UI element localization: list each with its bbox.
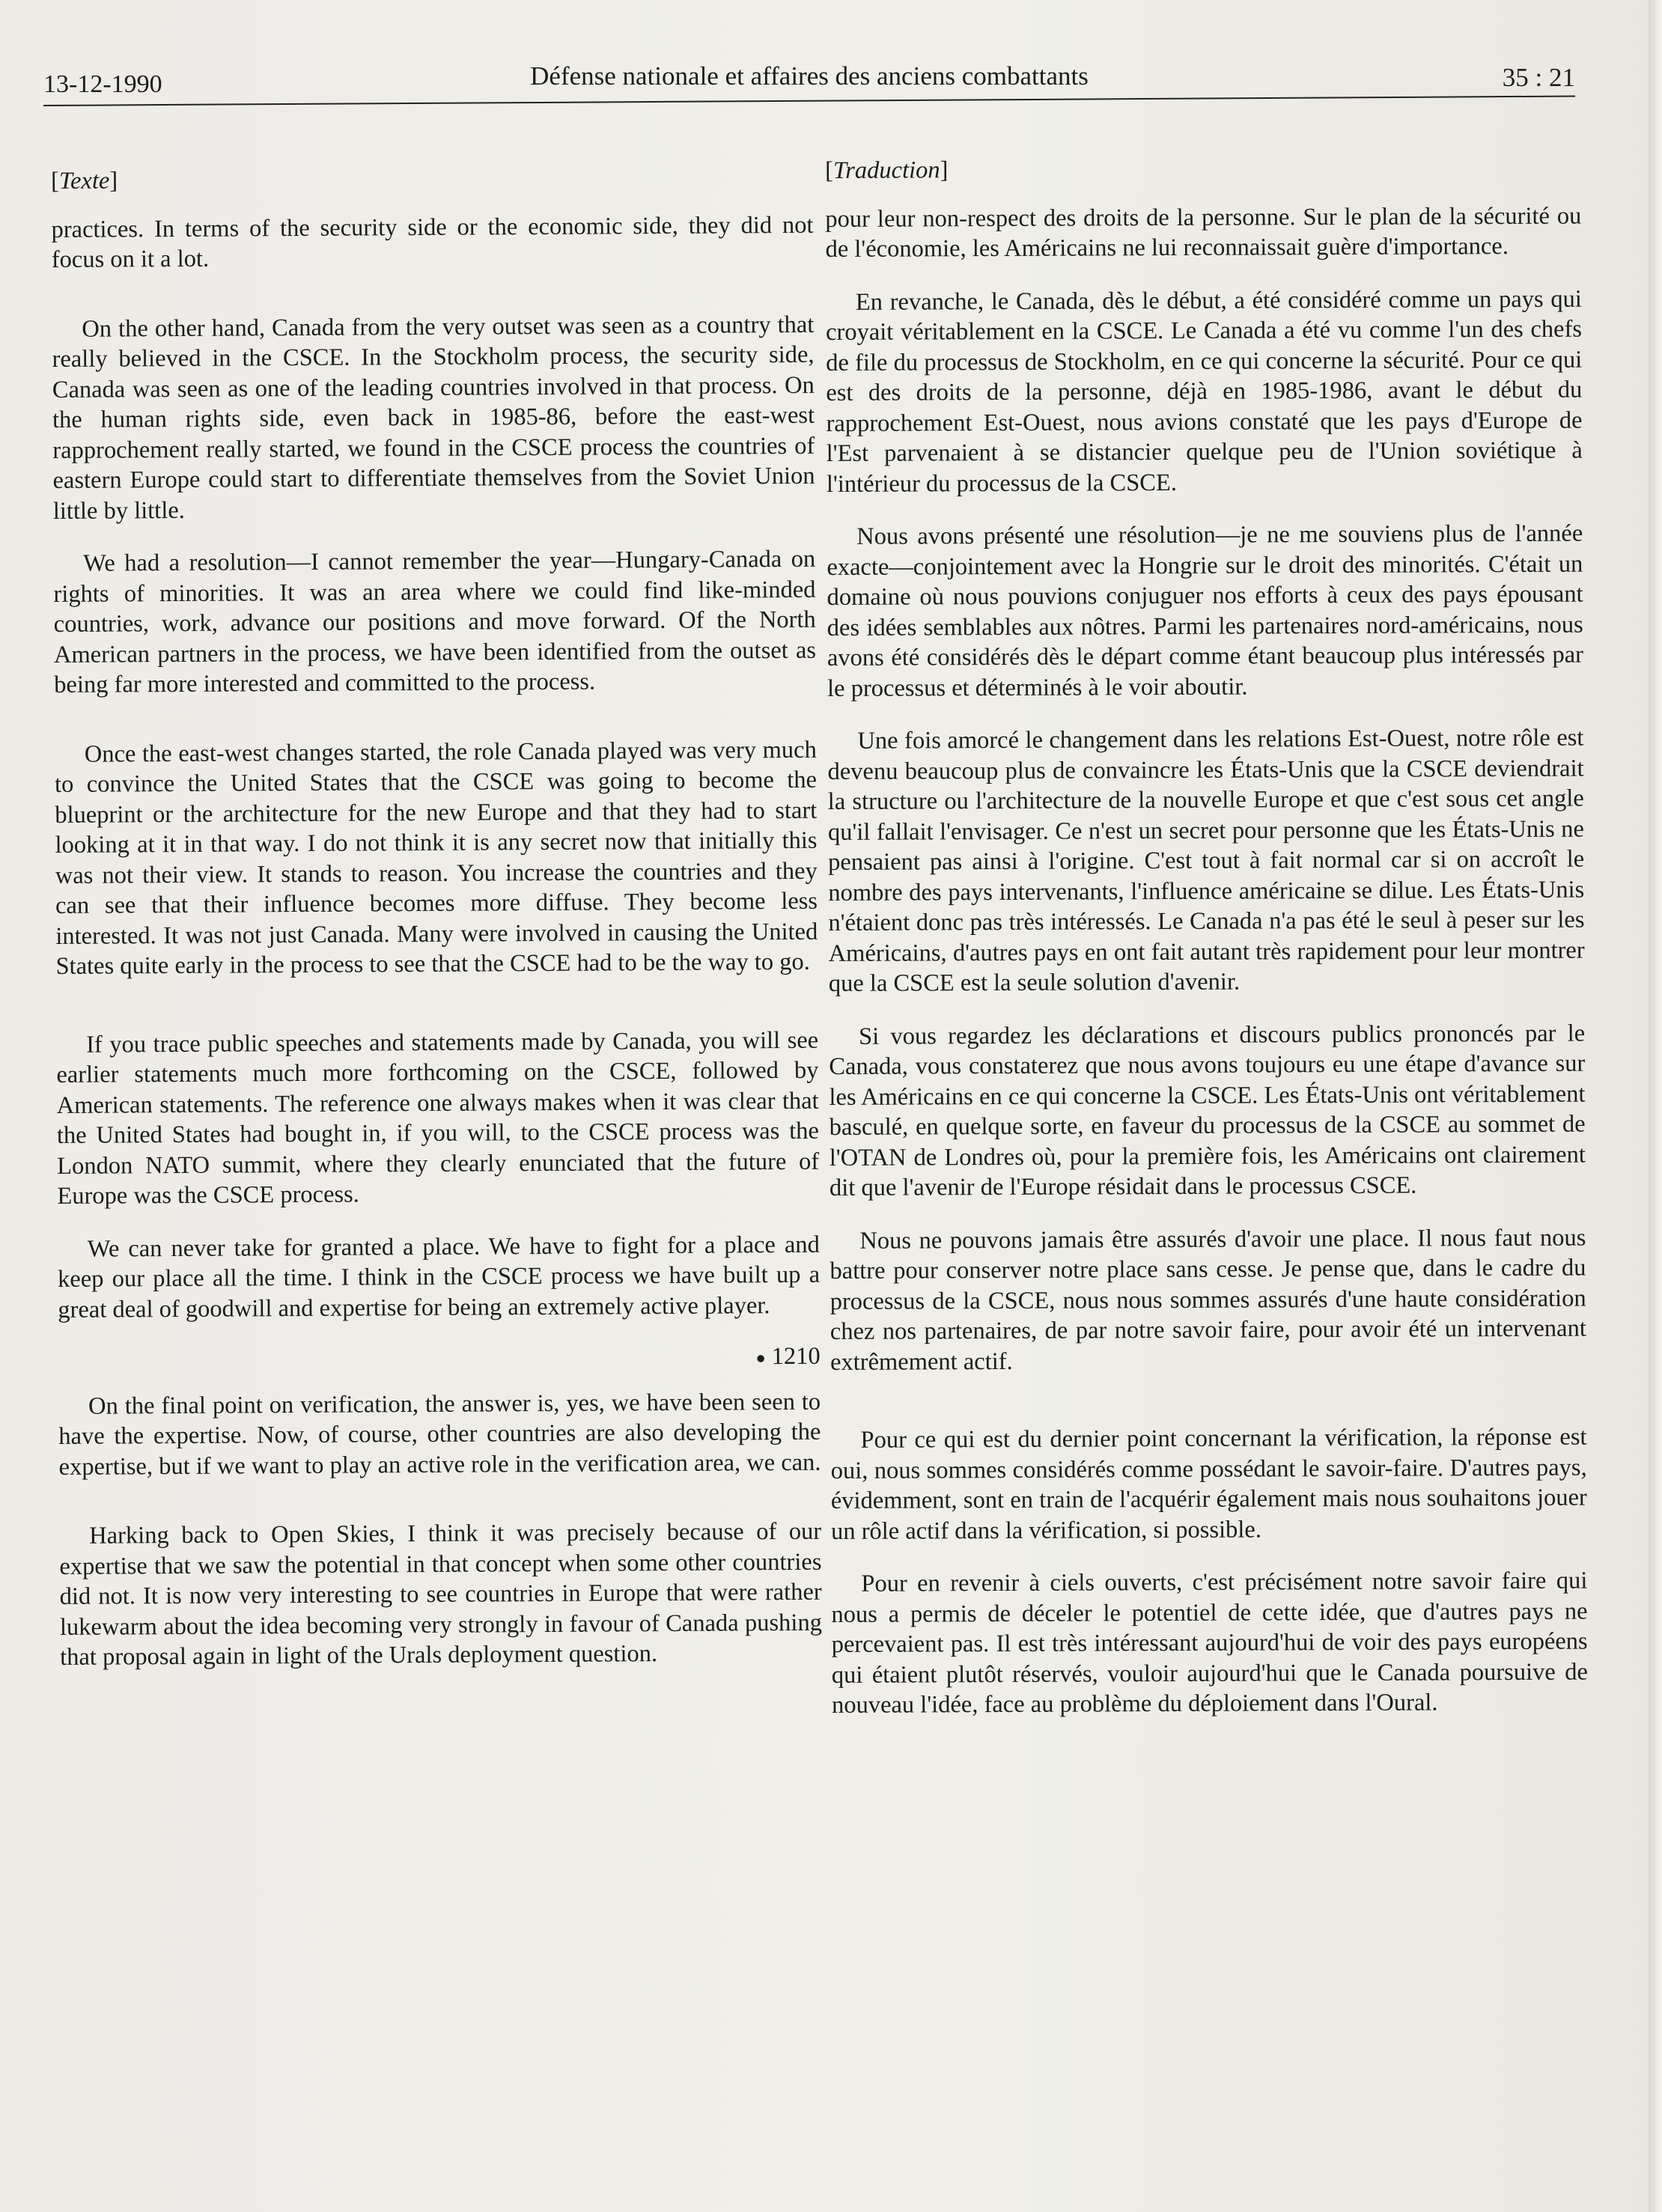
english-paragraph-6: We can never take for granted a place. We have to fight for a place and keep our place all the time. I think in the CSCE process we have built up a great deal of goodwill and expertise for being an extremely active player. [57, 1231, 821, 1323]
french-paragraph-1: pour leur non-respect des droits de la personne. Sur le plan de la sécurité ou de l'économie, les Américains ne lui reconnaissait guère d'importance. [825, 202, 1582, 263]
french-paragraph-4: Une fois amorcé le changement dans les relations Est-Ouest, notre rôle est devenu beaucoup plus de convaincre les États-Unis que la CSCE deviendrait la structure ou l'architecture de la nouvelle Europe et que c'est sous cet angle qu'il fallait l'envisager. Ce n'est un secret pour personne que les États-Unis ne pensaient pas ainsi à l'origine. C'est tout à fait normal car si on accroît le nombre des pays intervenants, l'influence américaine se dilue. Les États-Unis n'étaient donc pas très intéressés. Le Canada n'a pas été le seul à peser sur les Américains, d'autres pays en ont fait autant très rapidement pour leur montrer que la CSCE est la seule solution d'avenir. [827, 724, 1585, 997]
time-marker: ● 1210 [755, 1342, 821, 1371]
english-paragraph-3: We had a resolution—I cannot remember the year—Hungary-Canada on rights of minorities. It was an area where we could find like-minded countries, work, advance our positions and move forward. Of the North American partners in the process, we have been identified from the outset as being far more interested and committed to the process. [53, 545, 817, 698]
column-english [51, 162, 822, 1673]
page-edge [1649, 0, 1662, 2212]
french-paragraph-5: Si vous regardez les déclarations et discours publics prononcés par le Canada, vous constaterez que nous avons toujours eu une étape d'avance sur les Américains en ce qui concerne la CSCE. Les États-Unis ont véritablement basculé, en quelque sorte, en faveur du processus de la CSCE au sommet de l'OTAN de Londres où, pour la première fois, les Américains ont clairement dit que l'avenir de l'Europe résidait dans le processus CSCE. [829, 1020, 1586, 1201]
page-header [43, 61, 1575, 106]
french-paragraph-2: En revanche, le Canada, dès le début, a été considéré comme un pays qui croyait véritablement en la CSCE. Le Canada a été vu comme l'un des chefs de file du processus de Stockholm, en ce qui concerne la sécurité. Pour ce qui est des droits de la personne, déjà en 1985-1986, avant le début du rapprochement Est-Ouest, nous avions constaté que les pays d'Europe de l'Est parvenaient à se distancier quelque peu de l'Union soviétique à l'intérieur du processus de la CSCE. [825, 285, 1583, 498]
french-paragraph-6: Nous ne pouvons jamais être assurés d'avoir une place. Il nous faut nous battre pour conserver notre place sans cesse. Je pense que, dans le cadre du processus de la CSCE, nous nous sommes assurés d'une haute considération chez nos partenaires, de par notre savoir faire, pour avoir été un intervenant extrêmement actif. [830, 1224, 1586, 1376]
header-title: Défense nationale et affaires des anciens combattants [530, 61, 1089, 91]
bullet-icon: ● [755, 1348, 766, 1368]
french-paragraph-3: Nous avons présenté une résolution—je ne me souviens plus de l'année exacte—conjointement avec la Hongrie sur le droit des minorités. C'était un domaine où nous pouvions conjuguer nos efforts à ceux des pays épousant des idées semblables aux nôtres. Parmi les partenaires nord-américains, nous avons été considérés dès le départ comme étant beaucoup plus intéressés par le processus et déterminés à le voir aboutir. [827, 520, 1583, 702]
english-paragraph-5: If you trace public speeches and statements made by Canada, you will see earlier statements much more forthcoming on the CSCE, followed by American statements. The reference one always makes when it was clear that the United States had bought in, if you will, to the CSCE process was the London NATO summit, where they clearly enunciated that the future of Europe was the CSCE process. [56, 1026, 820, 1210]
header-rule [43, 96, 1575, 106]
column-label-english: [Texte] [51, 167, 118, 195]
english-paragraph-7: On the final point on verification, the answer is, yes, we have been seen to have the expertise. Now, of course, other countries are also developing the expertise, but if we want to play an active role in the verification area, we can. [58, 1388, 821, 1481]
english-paragraph-2: On the other hand, Canada from the very outset was seen as a country that really believed in the CSCE. In the Stockholm process, the security side, Canada was seen as one of the leading countries involved in that process. On the human rights side, even back in 1985-86, before the east-west rapprochement really started, we found in the CSCE process the countries of eastern Europe could start to differentiate themselves from the Soviet Union little by little. [52, 311, 815, 525]
english-paragraph-1: practices. In terms of the security side or the economic side, they did not focus on it a lot. [51, 211, 814, 273]
english-paragraph-4: Once the east-west changes started, the role Canada played was very much to convince the United States that the CSCE was going to become the blueprint or the architecture for the new Europe and that they had to start looking at it in that way. I do not think it is any secret now that initially this was not their view. It stands to reason. You increase the countries and they can see that their influence becomes more diffuse. They become less interested. It was not just Canada. Many were involved in causing the United States quite early in the process to see that the CSCE had to be the way to go. [54, 736, 818, 980]
header-page-number: 35 : 21 [1502, 63, 1575, 92]
column-label-french: [Traduction] [825, 156, 949, 184]
column-french [825, 153, 1588, 1721]
french-paragraph-8: Pour en revenir à ciels ouverts, c'est précisément notre savoir faire qui nous a permis de déceler le potentiel de cette idée, que d'autres pays ne percevaient pas. Il est très intéressant aujourd'hui de voir des pays européens qui étaient plutôt réservés, vouloir aujourd'hui que le Canada poursuive de nouveau l'idée, face au problème du déploiement dans l'Oural. [831, 1567, 1588, 1719]
french-paragraph-7: Pour ce qui est du dernier point concernant la vérification, la réponse est oui, nous sommes considérés comme possédant le savoir-faire. D'autres pays, évidemment, sont en train de l'acquérir également mais nous souhaitons jouer un rôle actif dans la vérification, si possible. [830, 1423, 1587, 1545]
english-paragraph-8: Harking back to Open Skies, I think it was precisely because of our expertise that we saw the potential in that concept when some other countries did not. It is now very interesting to see countries in Europe that were rather lukewarm about the idea becoming very strongly in favour of Canada pushing that proposal again in light of the Urals deployment question. [59, 1518, 823, 1672]
header-date: 13-12-1990 [43, 70, 162, 98]
